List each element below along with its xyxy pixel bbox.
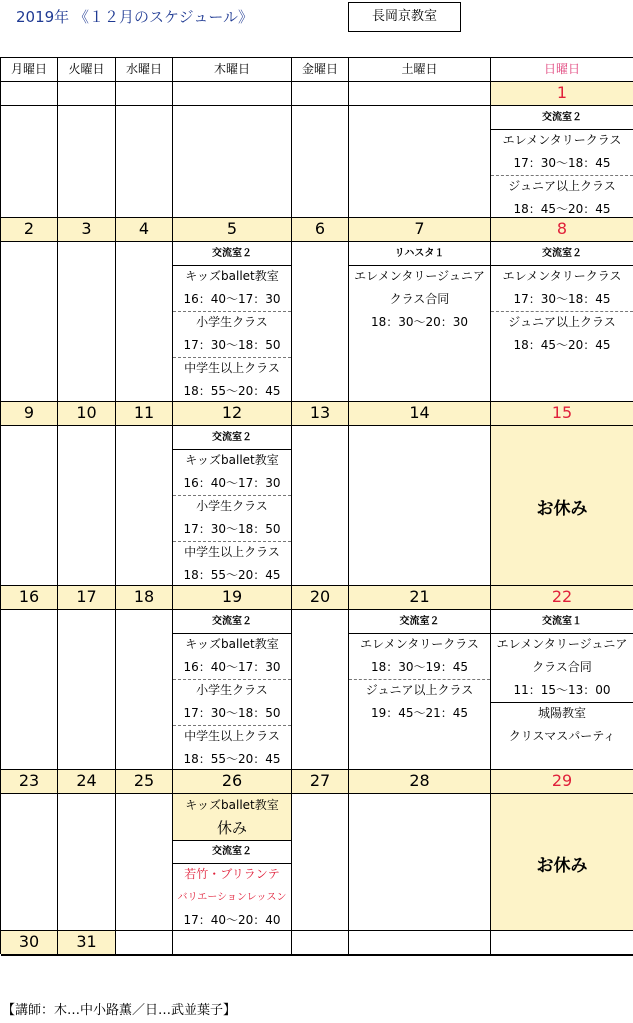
date-cell: 24	[58, 770, 116, 794]
day-cell	[491, 242, 633, 402]
day-cell	[349, 610, 491, 770]
day-cell	[349, 106, 491, 218]
date-cell	[349, 931, 491, 955]
date-cell: 8	[491, 218, 633, 242]
date-cell: 19	[173, 586, 292, 610]
date-cell	[292, 931, 349, 955]
schedule-line: 交流室２	[491, 242, 633, 266]
date-cell: 27	[292, 770, 349, 794]
schedule-line: 18：55〜20：45	[183, 752, 281, 766]
date-cell: 6	[292, 218, 349, 242]
day-cell	[116, 242, 173, 402]
schedule-line: 小学生クラス	[196, 315, 268, 329]
schedule-line: 中学生以上クラス	[184, 361, 280, 375]
schedule-line: 17：30〜18：50	[173, 702, 291, 726]
date-cell: 28	[349, 770, 491, 794]
date-cell: 15	[491, 402, 633, 426]
date-cell: 31	[58, 931, 116, 955]
weekday-header: 水曜日	[116, 58, 173, 82]
date-cell	[116, 931, 173, 955]
page-title: 2019年 《１２月のスケジュール》	[16, 8, 254, 26]
date-cell	[116, 82, 173, 106]
day-cell	[292, 106, 349, 218]
weekday-header: 土曜日	[349, 58, 491, 82]
schedule-line: 19：45〜21：45	[370, 706, 469, 720]
schedule-line: キッズballet教室	[185, 637, 279, 651]
weekday-header: 火曜日	[58, 58, 116, 82]
day-cell	[58, 794, 116, 931]
weekday-header: 月曜日	[1, 58, 58, 82]
date-cell: 18	[116, 586, 173, 610]
date-cell: 2	[1, 218, 58, 242]
schedule-line: キッズballet教室	[173, 794, 291, 817]
day-cell	[1, 794, 58, 931]
schedule-line: 11：15〜13：00	[491, 679, 633, 703]
schedule-line: クリスマスパーティ	[508, 729, 616, 743]
day-cell	[1, 242, 58, 402]
day-cell	[491, 106, 633, 218]
schedule-line: 17：30〜18：45	[491, 152, 633, 176]
date-cell: 17	[58, 586, 116, 610]
day-cell	[292, 955, 349, 956]
schedule-line: 16：40〜17：30	[173, 656, 291, 680]
day-cell	[173, 794, 292, 931]
day-cell	[349, 426, 491, 586]
day-cell	[292, 426, 349, 586]
date-cell: 12	[173, 402, 292, 426]
day-cell	[116, 955, 173, 956]
date-cell: 16	[1, 586, 58, 610]
day-cell	[491, 955, 633, 956]
weekday-header: 金曜日	[292, 58, 349, 82]
day-cell	[58, 610, 116, 770]
schedule-line: 16：40〜17：30	[173, 288, 291, 312]
day-cell	[116, 106, 173, 218]
schedule-line: クラス合同	[532, 660, 592, 674]
schedule-line: 18：55〜20：45	[183, 568, 281, 582]
date-cell	[491, 931, 633, 955]
schedule-line: 交流室２	[491, 106, 633, 130]
schedule-line: クラス合同	[389, 292, 450, 306]
closed-label: お休み	[536, 499, 588, 519]
day-cell	[173, 426, 292, 586]
date-cell: 22	[491, 586, 633, 610]
schedule-line: 18：45〜20：45	[513, 202, 611, 216]
schedule-line: バリエーションレッスン	[177, 892, 287, 903]
day-cell	[116, 610, 173, 770]
day-cell	[1, 106, 58, 218]
schedule-line: 交流室２	[173, 840, 291, 864]
schedule-line: キッズballet教室	[185, 269, 279, 283]
schedule-line: エレメンタリージュニア	[496, 637, 628, 651]
schedule-line: 17：40〜20：40	[183, 913, 281, 927]
day-cell	[491, 426, 633, 586]
schedule-line: 18：55〜20：45	[183, 384, 281, 398]
date-cell	[349, 82, 491, 106]
schedule-line: 交流室２	[173, 242, 291, 266]
day-cell	[116, 794, 173, 931]
schedule-line: 中学生以上クラス	[184, 729, 280, 743]
date-cell: 3	[58, 218, 116, 242]
schedule-line: 18：45〜20：45	[513, 338, 611, 352]
date-cell: 29	[491, 770, 633, 794]
schedule-line: 休み	[173, 817, 291, 841]
schedule-line: 中学生以上クラス	[184, 545, 280, 559]
branch-label: 長岡京教室	[348, 2, 461, 32]
date-cell: 23	[1, 770, 58, 794]
day-cell	[1, 955, 58, 956]
weekday-header: 日曜日	[491, 58, 633, 82]
date-cell: 21	[349, 586, 491, 610]
schedule-line: 18：30〜19：45	[349, 656, 490, 680]
day-cell	[58, 955, 116, 956]
day-cell	[491, 610, 633, 770]
day-cell	[491, 794, 633, 931]
schedule-line: 17：30〜18：50	[173, 334, 291, 358]
schedule-line: エレメンタリークラス	[502, 133, 622, 147]
day-cell	[173, 242, 292, 402]
schedule-line: エレメンタリークラス	[502, 269, 622, 283]
date-cell: 4	[116, 218, 173, 242]
day-cell	[292, 794, 349, 931]
date-cell	[292, 82, 349, 106]
day-cell	[173, 610, 292, 770]
schedule-line: ジュニア以上クラス	[508, 179, 616, 193]
day-cell	[1, 426, 58, 586]
date-cell: 9	[1, 402, 58, 426]
day-cell	[292, 242, 349, 402]
day-cell	[58, 426, 116, 586]
date-cell: 5	[173, 218, 292, 242]
date-cell	[173, 931, 292, 955]
schedule-line: 18：30〜20：30	[370, 315, 469, 329]
date-cell: 14	[349, 402, 491, 426]
date-cell: 30	[1, 931, 58, 955]
schedule-line: 若竹・ブリランテ	[184, 867, 280, 881]
day-cell	[349, 955, 491, 956]
schedule-line: 交流室２	[349, 610, 490, 634]
day-cell	[1, 610, 58, 770]
schedule-line: エレメンタリージュニア	[354, 269, 485, 283]
date-cell	[173, 82, 292, 106]
schedule-line: 16：40〜17：30	[173, 472, 291, 496]
schedule-line: 小学生クラス	[196, 683, 268, 697]
date-cell: 25	[116, 770, 173, 794]
schedule-line: 城陽教室	[537, 706, 586, 720]
date-cell	[58, 82, 116, 106]
day-cell	[292, 610, 349, 770]
day-cell	[58, 106, 116, 218]
date-cell: 20	[292, 586, 349, 610]
schedule-line: 17：30〜18：50	[173, 518, 291, 542]
schedule-line: リハスタ１	[349, 242, 490, 266]
day-cell	[173, 106, 292, 218]
schedule-line: ジュニア以上クラス	[508, 315, 616, 329]
weekday-header: 木曜日	[173, 58, 292, 82]
schedule-line: ジュニア以上クラス	[365, 683, 474, 697]
date-cell: 11	[116, 402, 173, 426]
closed-label: お休み	[536, 856, 588, 876]
date-cell: 10	[58, 402, 116, 426]
day-cell	[116, 426, 173, 586]
instructor-note: 【講師：木…中小路薫／日…武並葉子】	[2, 1003, 237, 1018]
date-cell: 1	[491, 82, 633, 106]
day-cell	[349, 794, 491, 931]
day-cell	[349, 242, 491, 402]
date-cell: 13	[292, 402, 349, 426]
schedule-line: エレメンタリークラス	[360, 637, 479, 651]
date-cell: 7	[349, 218, 491, 242]
schedule-calendar	[0, 57, 633, 954]
schedule-line: 交流室２	[173, 610, 291, 634]
date-cell	[1, 82, 58, 106]
date-cell: 26	[173, 770, 292, 794]
schedule-line: 交流室２	[173, 426, 291, 450]
schedule-line: キッズballet教室	[185, 453, 279, 467]
schedule-line: 交流室１	[491, 610, 633, 634]
schedule-line: 小学生クラス	[196, 499, 268, 513]
day-cell	[173, 955, 292, 956]
schedule-line: 17：30〜18：45	[491, 288, 633, 312]
day-cell	[58, 242, 116, 402]
